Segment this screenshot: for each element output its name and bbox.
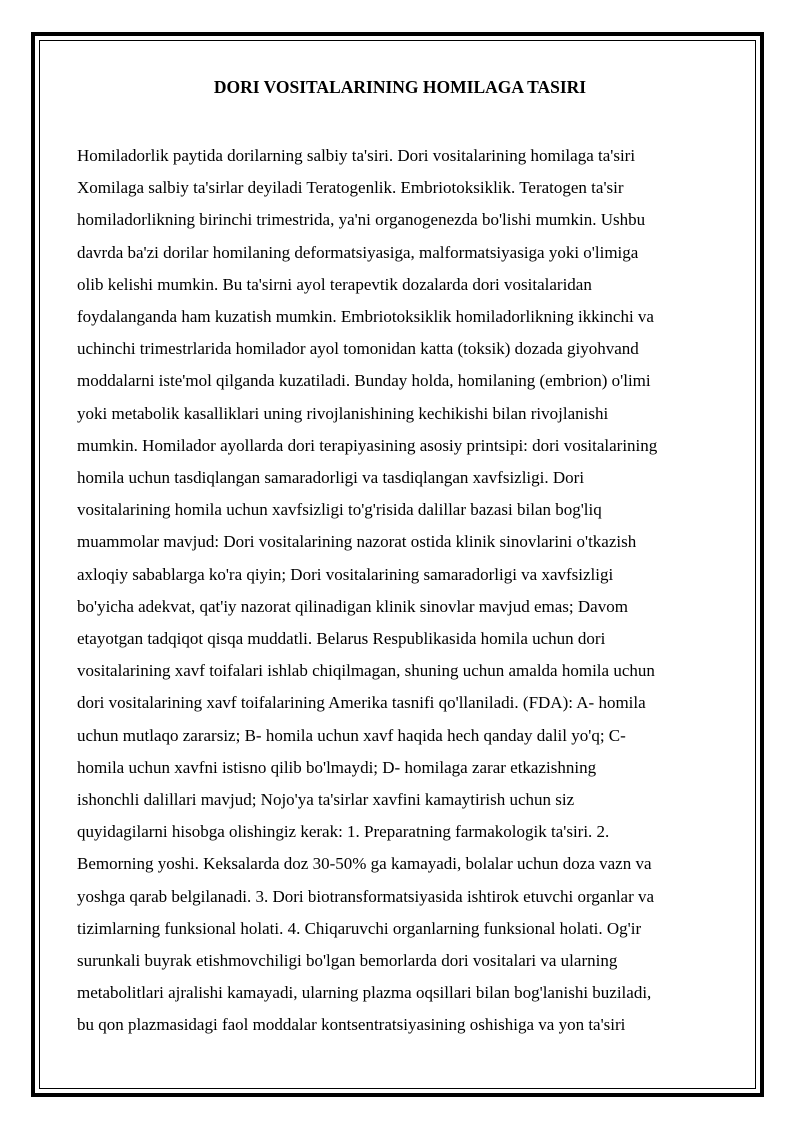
paragraph-line: bo'yicha adekvat, qat'iy nazorat qilinadigan klinik sinovlar mavjud emas; Davom — [77, 596, 628, 616]
paragraph-line: quyidagilarni hisobga olishingiz kerak: 1. Preparatning farmakologik ta'siri. 2. — [77, 822, 610, 842]
paragraph-line: uchinchi trimestrlarida homilador ayol tomonidan katta (toksik) dozada giyohvand — [77, 339, 639, 359]
paragraph-line: yoshga qarab belgilanadi. 3. Dori biotransformatsiyasida ishtirok etuvchi organlar va — [77, 886, 655, 906]
paragraph-line: davrda ba'zi dorilar homilaning deformatsiyasiga, malformatsiyasiga yoki o'limiga — [77, 242, 639, 262]
page-title: DORI VOSITALARINING HOMILAGA TASIRI — [213, 77, 587, 97]
paragraph-line: tizimlarning funksional holati. 4. Chiqaruvchi organlarning funksional holati. Og'ir — [77, 918, 642, 938]
paragraph-line: etayotgan tadqiqot qisqa muddatli. Belarus Respublikasida homila uchun dori — [77, 629, 606, 649]
paragraph-line: ishonchli dalillari mavjud; Nojo'ya ta'sirlar xavfini kamaytirish uchun siz — [77, 790, 575, 810]
paragraph-line: Bemorning yoshi. Keksalarda doz 30-50% ga kamayadi, bolalar uchun doza vazn va — [77, 854, 652, 874]
paragraph-line: olib kelishi mumkin. Bu ta'sirni ayol terapevtik dozalarda dori vositalaridan — [77, 274, 592, 294]
paragraph-line: vositalarining homila uchun xavfsizligi to'g'risida dalillar bazasi bilan bog'liq — [77, 500, 602, 520]
paragraph-line: vositalarining xavf toifalari ishlab chiqilmagan, shuning uchun amalda homila uchun — [77, 661, 655, 681]
paragraph-line: uchun mutlaqo zararsiz; B- homila uchun xavf haqida hech qanday dalil yo'q; C- — [77, 725, 626, 745]
paragraph-line: surunkali buyrak etishmovchiligi bo'lgan bemorlarda dori vositalari va ularning — [77, 951, 618, 971]
body-paragraph — [77, 140, 737, 1042]
paragraph-line: Xomilaga salbiy ta'sirlar deyiladi Teratogenlik. Embriotoksiklik. Teratogen ta'sir — [77, 178, 624, 198]
paragraph-line: homila uchun tasdiqlangan samaradorligi va tasdiqlangan xavfsizligi. Dori — [77, 468, 585, 488]
paragraph-line: muammolar mavjud: Dori vositalarining nazorat ostida klinik sinovlarini o'tkazish — [77, 532, 637, 552]
paragraph-line: Homiladorlik paytida dorilarning salbiy ta'siri. Dori vositalarining homilaga ta'siri — [77, 146, 636, 165]
paragraph-line: mumkin. Homilador ayollarda dori terapiyasining asosiy printsipi: dori vositalarining — [77, 435, 658, 455]
paragraph-line: axloqiy sabablarga ko'ra qiyin; Dori vositalarining samaradorligi va xavfsizligi — [77, 564, 614, 584]
paragraph-line: moddalarni iste'mol qilganda kuzatiladi. Bunday holda, homilaning (embrion) o'limi — [77, 371, 651, 391]
paragraph-line: homiladorlikning birinchi trimestrida, ya'ni organogenezda bo'lishi mumkin. Ushbu — [77, 210, 646, 230]
paragraph-line: bu qon plazmasidagi faol moddalar kontsentratsiyasining oshishiga va yon ta'siri — [77, 1015, 626, 1035]
paragraph-line: metabolitlari ajralishi kamayadi, ularning plazma oqsillari bilan bog'lanishi buziladi, — [77, 983, 652, 1003]
paragraph-line: dori vositalarining xavf toifalarining Amerika tasnifi qo'llaniladi. (FDA): A- homila — [77, 693, 646, 713]
paragraph-line: foydalanganda ham kuzatish mumkin. Embriotoksiklik homiladorlikning ikkinchi va — [77, 307, 654, 327]
paragraph-line: homila uchun xavfni istisno qilib bo'lmaydi; D- homilaga zarar etkazishning — [77, 757, 597, 777]
paragraph-line: yoki metabolik kasalliklari uning rivojlanishining kechikishi bilan rivojlanishi — [77, 403, 609, 423]
